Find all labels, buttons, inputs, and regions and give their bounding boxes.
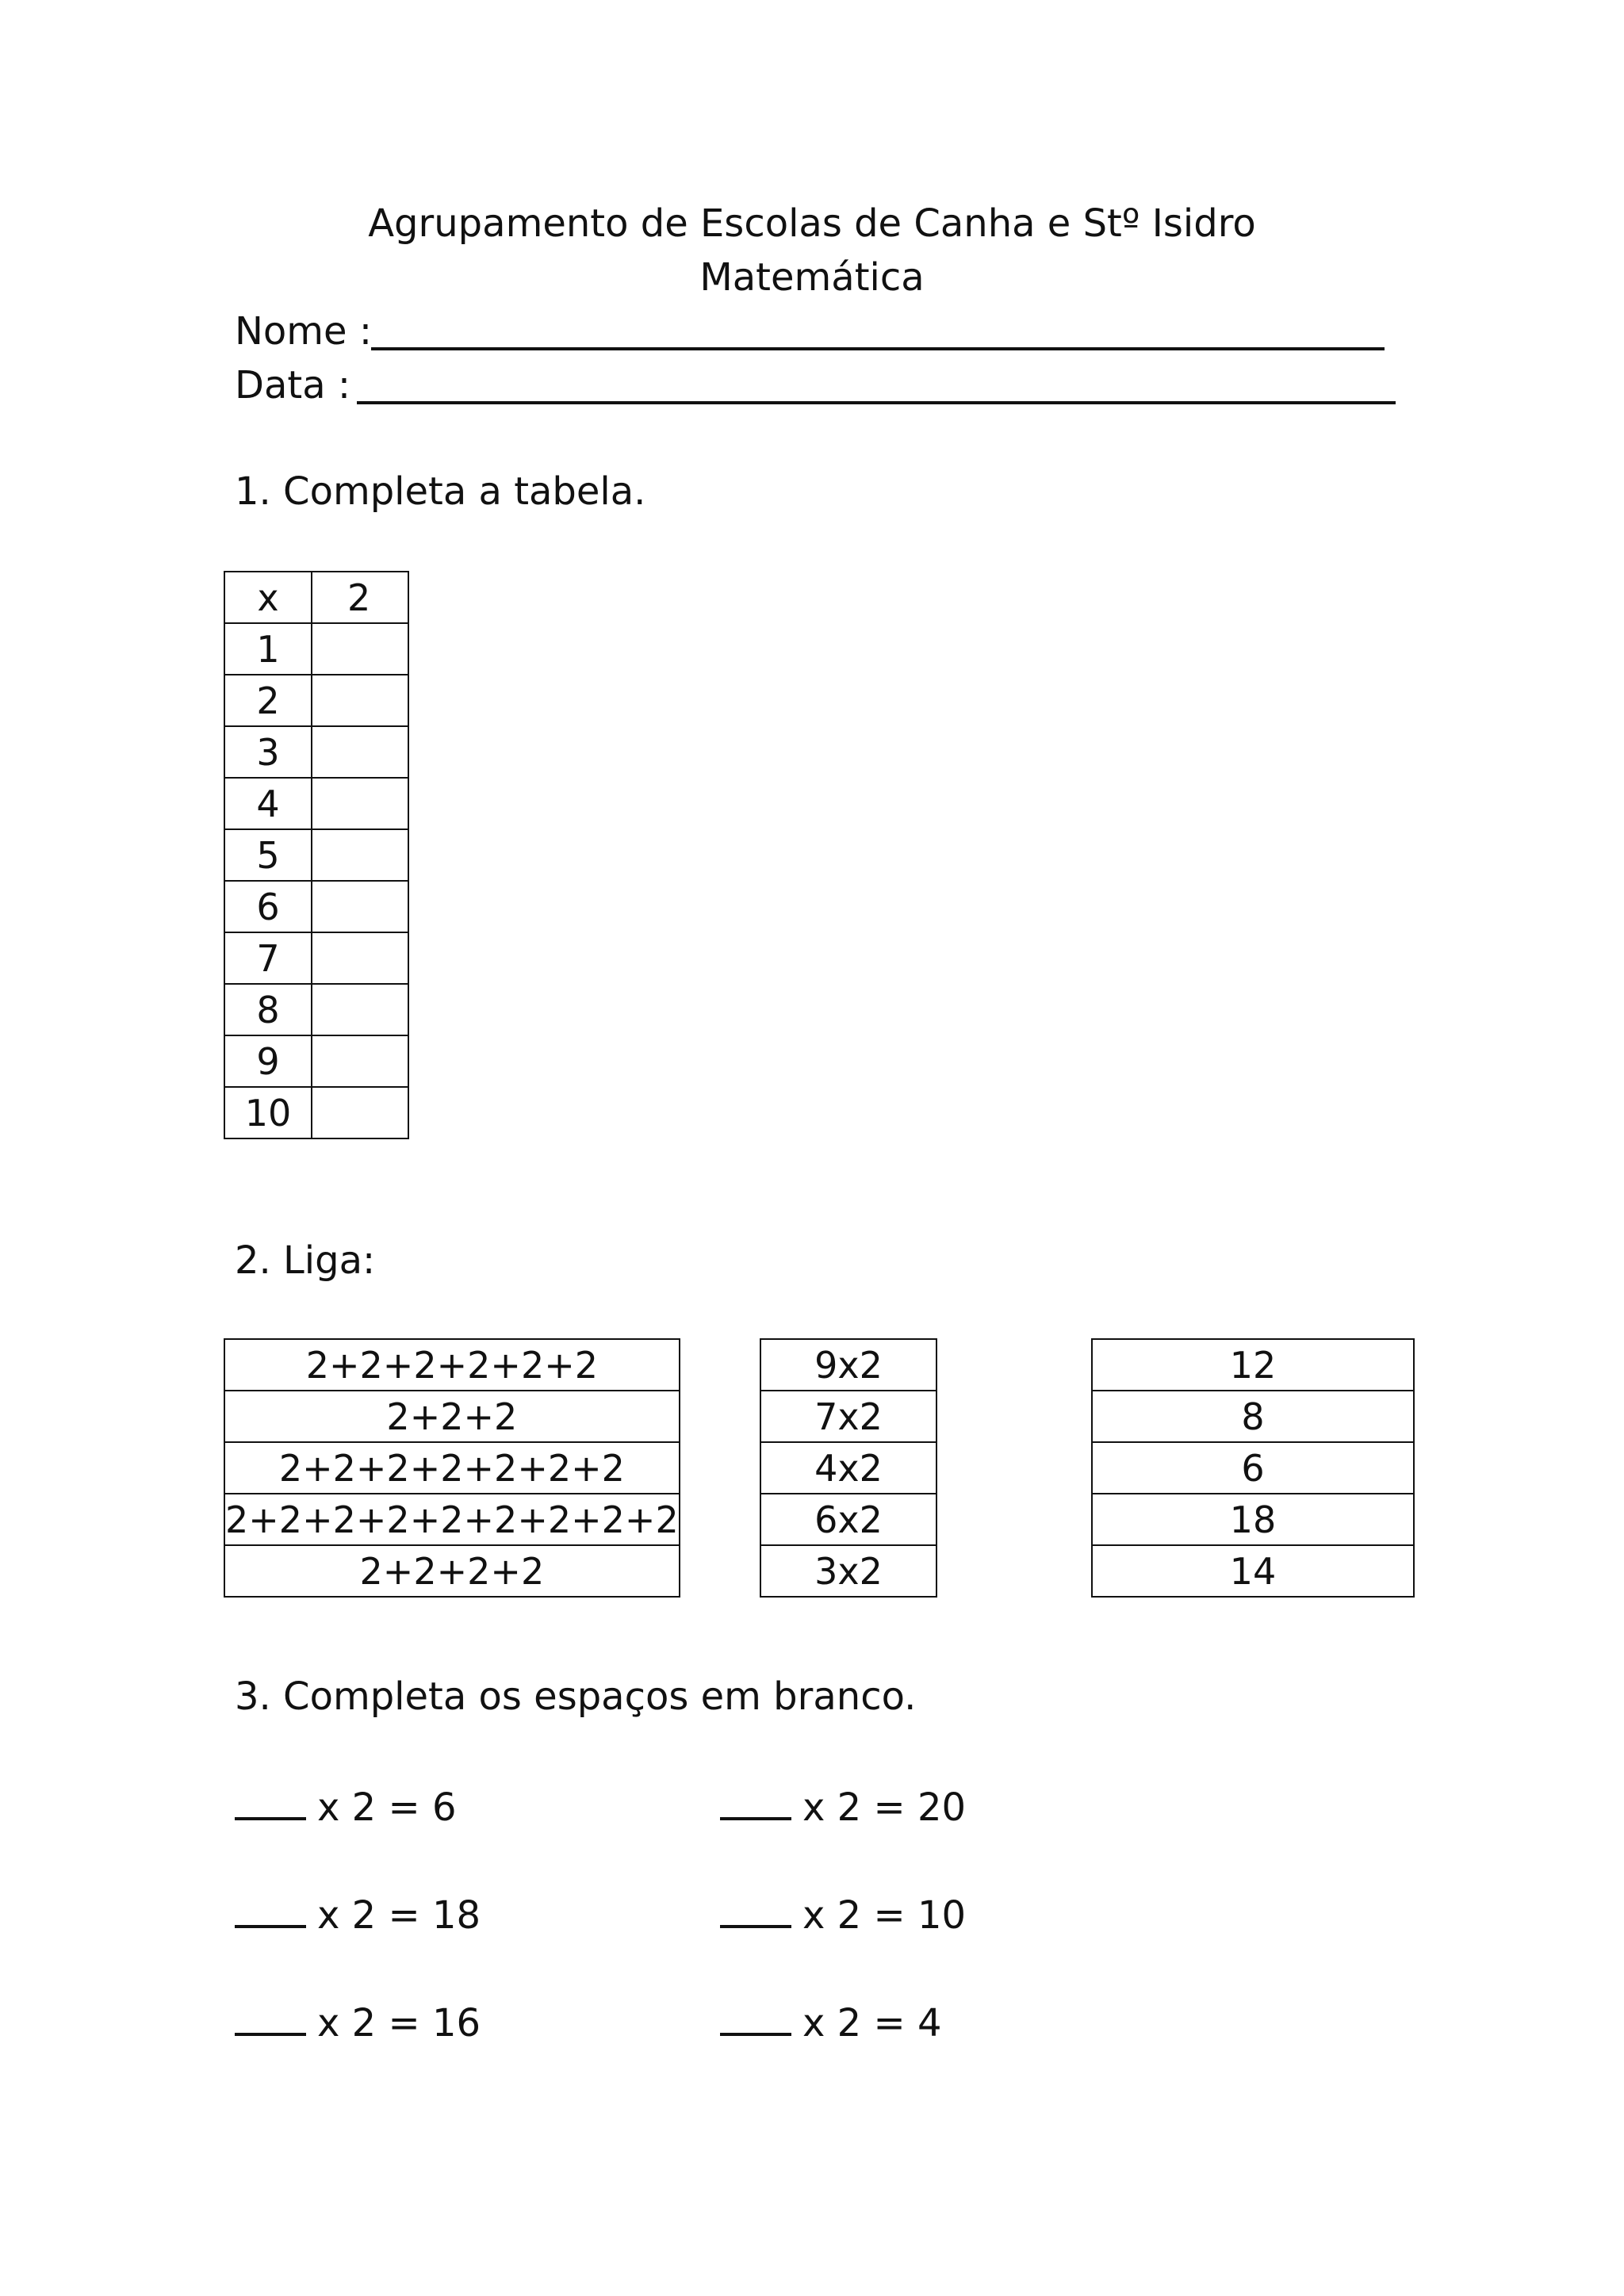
blank-field[interactable] [235,1996,306,2036]
blank-field[interactable] [720,1781,791,1820]
list-item[interactable] [760,1391,936,1442]
table-row [224,829,408,881]
list-item[interactable] [760,1494,936,1545]
school-name: Agrupamento de Escolas de Canha e Stº Isidro [368,201,1256,246]
list-item[interactable] [760,1339,936,1391]
table-row [224,1087,408,1138]
name-field[interactable] [371,347,1385,350]
row-number: 1 [224,623,312,675]
equation-text: x 2 = 18 [317,1893,481,1938]
answer-cell[interactable] [312,1035,408,1087]
row-number: 2 [224,675,312,726]
answer-cell[interactable] [312,881,408,932]
row-number: 6 [224,881,312,932]
fill-blank-item [235,1888,481,1939]
list-item[interactable] [1092,1442,1414,1494]
question-1-title: 1. Completa a tabela. [235,469,646,514]
row-number: 7 [224,932,312,984]
equation-text: x 2 = 10 [802,1893,967,1938]
list-item[interactable] [224,1442,680,1494]
result-cell[interactable]: 6 [1092,1442,1414,1494]
fill-blank-item [720,1996,941,2047]
list-item[interactable] [1092,1339,1414,1391]
list-item[interactable] [760,1442,936,1494]
fill-blank-item [720,1888,966,1939]
table-row [224,623,408,675]
table-row [224,778,408,829]
answer-cell[interactable] [312,623,408,675]
row-number: 8 [224,984,312,1035]
result-cell[interactable]: 14 [1092,1545,1414,1597]
name-label: Nome : [235,309,372,354]
table-row [224,881,408,932]
result-cell[interactable]: 18 [1092,1494,1414,1545]
row-number: 4 [224,778,312,829]
fill-blank-item [235,1781,456,1831]
list-item[interactable] [224,1494,680,1545]
question-3-title: 3. Completa os espaços em branco. [235,1674,917,1719]
answer-cell[interactable] [312,778,408,829]
row-number: 5 [224,829,312,881]
table-row [224,932,408,984]
date-label: Data : [235,363,351,408]
fill-blank-item [235,1996,481,2047]
list-item[interactable] [224,1339,680,1391]
product-cell[interactable]: 7x2 [760,1391,936,1442]
answer-cell[interactable] [312,829,408,881]
blank-field[interactable] [235,1888,306,1928]
product-cell[interactable]: 4x2 [760,1442,936,1494]
equation-text: x 2 = 16 [317,2001,481,2045]
equation-text: x 2 = 20 [802,1785,967,1830]
answer-cell[interactable] [312,1087,408,1138]
row-number: 9 [224,1035,312,1087]
table-row [224,1035,408,1087]
sum-cell[interactable]: 2+2+2+2+2+2 [224,1339,680,1391]
subject-title: Matemática [699,255,925,300]
fill-blank-item [720,1781,966,1831]
table-row [224,726,408,778]
sum-cell[interactable]: 2+2+2+2+2+2+2+2+2 [224,1494,680,1545]
list-item[interactable] [224,1391,680,1442]
sum-cell[interactable]: 2+2+2 [224,1391,680,1442]
list-item[interactable] [1092,1494,1414,1545]
row-number: 3 [224,726,312,778]
products-column [760,1338,937,1598]
list-item[interactable] [1092,1545,1414,1597]
table-row [224,984,408,1035]
blank-field[interactable] [720,1888,791,1928]
list-item[interactable] [1092,1391,1414,1442]
table-row [224,675,408,726]
multiplication-table [224,571,409,1139]
date-field[interactable] [357,401,1396,404]
sums-column [224,1338,680,1598]
results-column [1091,1338,1415,1598]
question-2-title: 2. Liga: [235,1238,376,1283]
answer-cell[interactable] [312,984,408,1035]
blank-field[interactable] [720,1996,791,2036]
product-cell[interactable]: 3x2 [760,1545,936,1597]
equation-text: x 2 = 4 [802,2001,942,2045]
answer-cell[interactable] [312,932,408,984]
header-cell-x: x [224,572,312,623]
sum-cell[interactable]: 2+2+2+2+2+2+2 [224,1442,680,1494]
row-number: 10 [224,1087,312,1138]
list-item[interactable] [760,1545,936,1597]
result-cell[interactable]: 12 [1092,1339,1414,1391]
header-cell-2: 2 [312,572,408,623]
product-cell[interactable]: 9x2 [760,1339,936,1391]
answer-cell[interactable] [312,675,408,726]
table-header-row [224,572,408,623]
blank-field[interactable] [235,1781,306,1820]
product-cell[interactable]: 6x2 [760,1494,936,1545]
equation-text: x 2 = 6 [317,1785,457,1830]
list-item[interactable] [224,1545,680,1597]
result-cell[interactable]: 8 [1092,1391,1414,1442]
sum-cell[interactable]: 2+2+2+2 [224,1545,680,1597]
answer-cell[interactable] [312,726,408,778]
